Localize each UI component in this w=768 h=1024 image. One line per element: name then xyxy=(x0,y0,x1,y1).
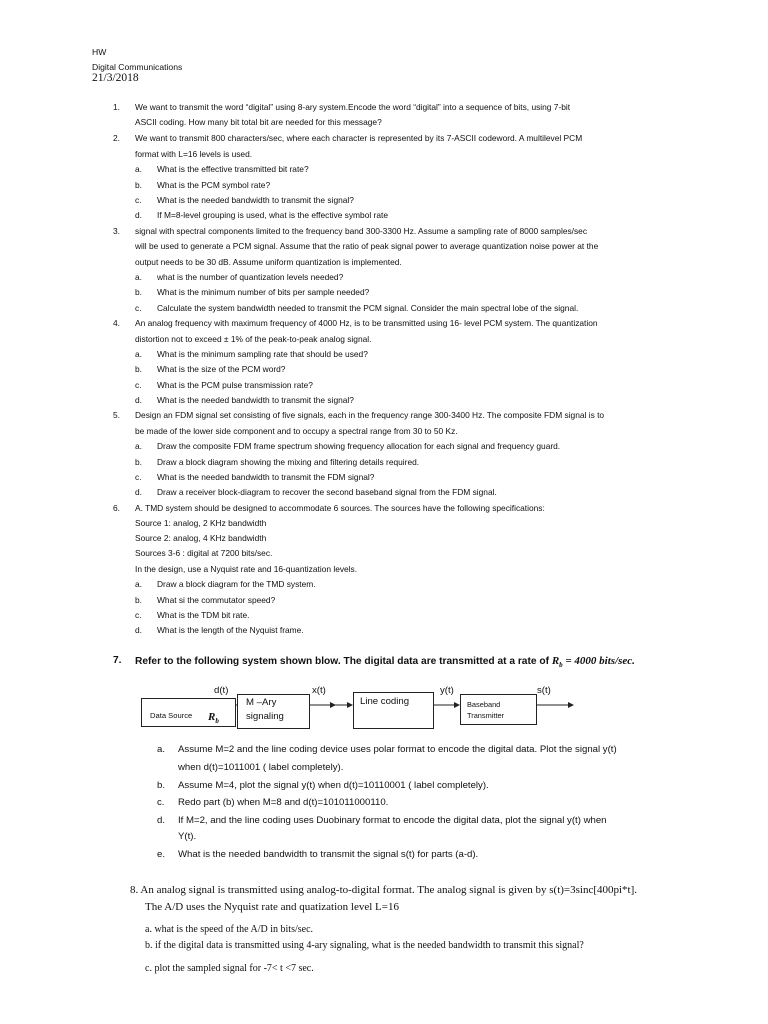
signal-d-label: d(t) xyxy=(214,685,229,696)
question-number: 1. xyxy=(113,102,120,112)
item-c: c. plot the sampled signal for -7< t <7 sec. xyxy=(145,963,314,974)
item-text: Draw a receiver block-diagram to recover the second baseband signal from the FDM signal. xyxy=(157,487,497,497)
item-letter: d. xyxy=(135,487,142,497)
item-letter: a. xyxy=(135,164,142,174)
item-letter: c. xyxy=(135,380,142,390)
item-text-cont: when d(t)=1011001 ( label completely). xyxy=(178,762,344,773)
item-text: If M=2, and the line coding uses Duobinary format to encode the digital data, plot the signal y(t) when xyxy=(178,815,607,826)
item-letter: b. xyxy=(157,780,166,791)
signal-x-label: x(t) xyxy=(312,685,326,696)
item-letter: b. xyxy=(135,180,142,190)
baseband-transmitter-block xyxy=(460,694,537,725)
rate-subscript: b xyxy=(559,661,563,670)
sources-3-6: Sources 3-6 : digital at 7200 bits/sec. xyxy=(135,548,273,558)
item-letter: d. xyxy=(135,210,142,220)
item-text: What is the length of the Nyquist frame. xyxy=(157,625,304,635)
item-text: What is the effective transmitted bit rate? xyxy=(157,164,309,174)
question-text: We want to transmit 800 characters/sec, where each character is represented by its 7-ASCII codeword. A multilevel PCM xyxy=(135,133,583,143)
signal-s-label: s(t) xyxy=(537,685,551,696)
question-text: signal with spectral components limited to the frequency band 300-3300 Hz. Assume a sampling rate of 8000 samples/sec xyxy=(135,226,588,236)
question-text: be made of the lower side component and to occupy a spectral range from 30 to 50 Kz. xyxy=(135,426,458,436)
item-text: What is the PCM symbol rate? xyxy=(157,180,271,190)
question-text: The A/D uses the Nyquist rate and quatization level L=16 xyxy=(145,901,399,913)
design-note: In the design, use a Nyquist rate and 16-quantization levels. xyxy=(135,564,358,574)
item-text: What is the minimum sampling rate that should be used? xyxy=(157,349,368,359)
item-text: What si the commutator speed? xyxy=(157,595,276,605)
mary-line2: signaling xyxy=(246,711,284,722)
item-letter: c. xyxy=(135,303,142,313)
question-number: 7. xyxy=(113,655,122,666)
item-letter: b. xyxy=(135,595,142,605)
item-letter: c. xyxy=(135,610,142,620)
item-text: What is the needed bandwidth to transmit the FDM signal? xyxy=(157,472,375,482)
item-text: Draw a block diagram showing the mixing and filtering details required. xyxy=(157,457,420,467)
item-letter: c. xyxy=(135,195,142,205)
data-source-label: Data Source xyxy=(150,711,193,720)
rb-symbol: R xyxy=(208,711,216,723)
question-text: An analog frequency with maximum frequency of 4000 Hz, is to be transmitted using 16- level PCM system. The quantization xyxy=(135,318,598,328)
source-2: Source 2: analog, 4 KHz bandwidth xyxy=(135,533,267,543)
signal-y-label: y(t) xyxy=(440,685,454,696)
item-letter: d. xyxy=(135,395,142,405)
header-course: Digital Communications xyxy=(92,62,183,72)
mary-signaling-block xyxy=(237,694,310,729)
question-number: 6. xyxy=(113,503,120,513)
item-text: What is the TDM bit rate. xyxy=(157,610,250,620)
item-letter: c. xyxy=(135,472,142,482)
item-text: If M=8-level grouping is used, what is the effective symbol rate xyxy=(157,210,388,220)
question-text: format with L=16 levels is used. xyxy=(135,149,253,159)
line-coding-label: Line coding xyxy=(360,696,410,707)
rb-subscript: b xyxy=(215,717,219,726)
question-text-main: Refer to the following system shown blow. The digital data are transmitted at a rate of xyxy=(135,656,552,667)
baseband-line2: Transmitter xyxy=(467,711,505,720)
item-a: a. what is the speed of the A/D in bits/sec. xyxy=(145,924,314,935)
item-b: b. if the digital data is transmitted using 4-ary signaling, what is the needed bandwidth to transmit this signal? xyxy=(145,940,584,951)
item-letter: d. xyxy=(157,815,166,826)
question-number: 4. xyxy=(113,318,120,328)
item-letter: d. xyxy=(135,625,142,635)
item-text: What is the needed bandwidth to transmit the signal s(t) for parts (a-d). xyxy=(178,849,479,860)
question-text: distortion not to exceed ± 1% of the peak-to-peak analog signal. xyxy=(135,334,372,344)
question-text: We want to transmit the word “digital” using 8-ary system.Encode the word “digital” into a sequence of bits, using 7-bit xyxy=(135,102,571,112)
header-date: 21/3/2018 xyxy=(92,72,139,84)
item-text: Calculate the system bandwidth needed to transmit the PCM signal. Consider the main spectral lobe of the signal. xyxy=(157,303,579,313)
item-letter: b. xyxy=(135,287,142,297)
question-number: 3. xyxy=(113,226,120,236)
source-1: Source 1: analog, 2 KHz bandwidth xyxy=(135,518,267,528)
item-text-cont: Y(t). xyxy=(178,831,197,842)
item-text: Draw the composite FDM frame spectrum showing frequency allocation for each signal and frequency guard. xyxy=(157,441,561,451)
item-letter: b. xyxy=(135,457,142,467)
item-letter: e. xyxy=(157,849,166,860)
question-number: 5. xyxy=(113,410,120,420)
item-letter: a. xyxy=(135,441,142,451)
item-text: What is the needed bandwidth to transmit the signal? xyxy=(157,395,354,405)
question-text: Design an FDM signal set consisting of five signals, each in the frequency range 300-3400 Hz. The composite FDM signal is to xyxy=(135,410,605,420)
header-hw: HW xyxy=(92,47,107,57)
item-text: Redo part (b) when M=8 and d(t)=101011000110. xyxy=(178,797,389,808)
item-text: What is the needed bandwidth to transmit the signal? xyxy=(157,195,354,205)
question-text: ASCII coding. How many bit total bit are needed for this message? xyxy=(135,117,382,127)
baseband-line1: Baseband xyxy=(467,700,501,709)
item-letter: a. xyxy=(135,349,142,359)
rate-equation: = 4000 bits/sec. xyxy=(562,655,635,667)
item-letter: c. xyxy=(157,797,165,808)
item-text: what is the number of quantization levels needed? xyxy=(157,272,344,282)
item-text: Assume M=4, plot the signal y(t) when d(t)=10110001 ( label completely). xyxy=(178,780,489,791)
item-letter: a. xyxy=(157,744,166,755)
rb-label xyxy=(208,711,219,725)
question-number: 2. xyxy=(113,133,120,143)
item-letter: a. xyxy=(135,272,142,282)
line-coding-block xyxy=(353,692,434,729)
question-text: output needs to be 30 dB. Assume uniform quantization is implemented. xyxy=(135,257,402,267)
item-text: What is the minimum number of bits per sample needed? xyxy=(157,287,370,297)
data-source-block xyxy=(141,698,236,727)
item-text: Draw a block diagram for the TMD system. xyxy=(157,579,316,589)
item-letter: a. xyxy=(135,579,142,589)
item-text: What is the size of the PCM word? xyxy=(157,364,286,374)
item-letter: b. xyxy=(135,364,142,374)
question-text: A. TMD system should be designed to accommodate 6 sources. The sources have the following specifications: xyxy=(135,503,545,513)
question-text: 8. An analog signal is transmitted using analog-to-digital format. The analog signal is given by s(t)=3sinc[400pi*t]. xyxy=(130,884,638,896)
item-text: Assume M=2 and the line coding device uses polar format to encode the digital data. Plot the signal y(t) xyxy=(178,744,617,755)
item-text: What is the PCM pulse transmission rate? xyxy=(157,380,313,390)
question-text: will be used to generate a PCM signal. Assume that the ratio of peak signal power to average quantization noise power at the xyxy=(135,241,599,251)
rate-symbol: R xyxy=(551,655,560,667)
mary-line1: M –Ary xyxy=(246,697,277,708)
